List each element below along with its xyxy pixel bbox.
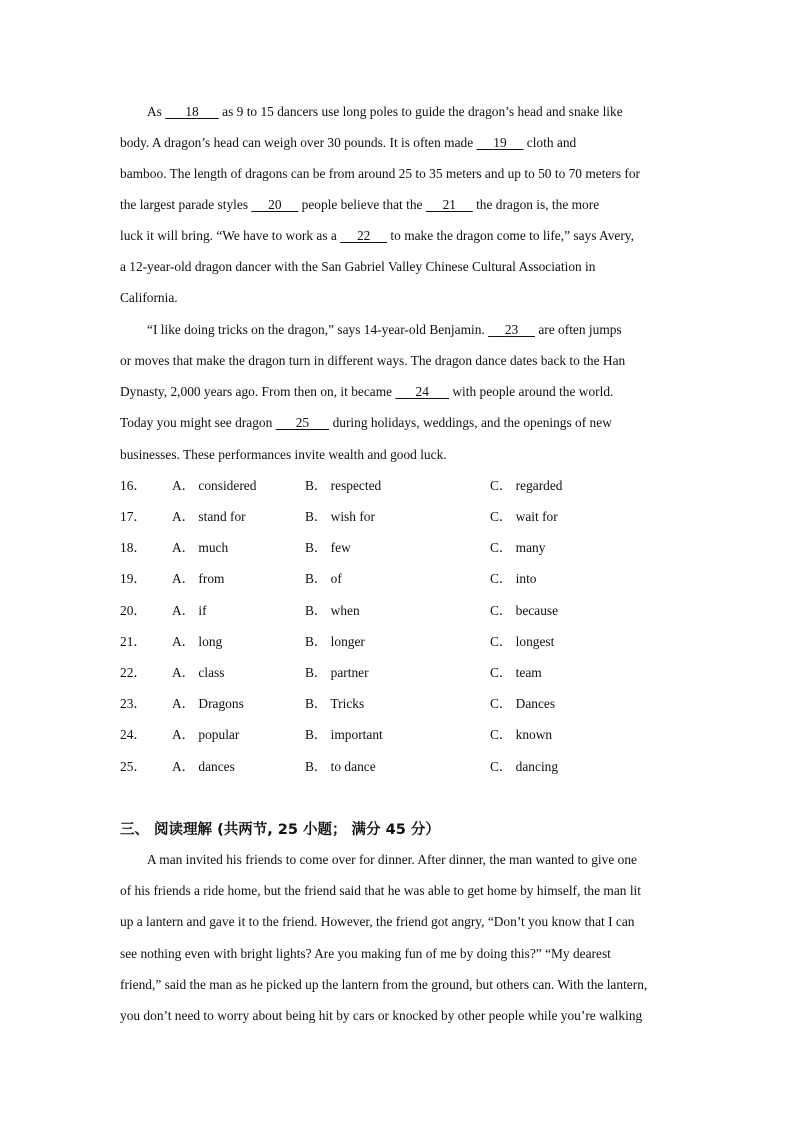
section-heading: 三、 阅读理解 (共两节, 25 小题； 满分 45 分） bbox=[120, 822, 440, 838]
passage-line: A man invited his friends to come over for dinner. After dinner, the man wanted to give one bbox=[147, 852, 637, 867]
passage-line bbox=[147, 103, 707, 121]
question-number: 17． bbox=[120, 509, 147, 524]
option-a: A． stand for bbox=[172, 509, 246, 524]
answer-blank: 22 bbox=[356, 228, 371, 243]
answer-blank: 18 bbox=[185, 104, 199, 119]
option-a: A． Dragons bbox=[172, 696, 244, 711]
answer-blank: 25 bbox=[295, 415, 310, 430]
option-c: C． many bbox=[490, 540, 546, 555]
option-c: C． dancing bbox=[490, 759, 559, 774]
text: people believe that the bbox=[298, 197, 426, 212]
answer-blank: 19 bbox=[493, 135, 507, 150]
option-a: A． long bbox=[172, 634, 223, 649]
text: to make the dragon come to life,” says Avery, bbox=[387, 228, 634, 243]
option-b: B． respected bbox=[305, 478, 382, 493]
text: as 9 to 15 dancers use long poles to guide the dragon’s head and snake like bbox=[218, 104, 623, 119]
option-c: C． because bbox=[490, 603, 559, 618]
text: or moves that make the dragon turn in different ways. The dragon dance dates back to the Han bbox=[120, 353, 626, 368]
option-c: C． longest bbox=[490, 634, 555, 649]
option-b: B． of bbox=[305, 571, 342, 586]
text: luck it will bring. “We have to work as a bbox=[120, 228, 341, 243]
option-a: A． popular bbox=[172, 727, 240, 742]
question-number: 25． bbox=[120, 759, 147, 774]
passage-line bbox=[120, 352, 680, 370]
option-a: A． from bbox=[172, 571, 225, 586]
option-b: B． wish for bbox=[305, 509, 375, 524]
passage-line bbox=[120, 258, 680, 276]
question-number: 21． bbox=[120, 634, 147, 649]
passage-line: of his friends a ride home, but the friend said that he was able to get home by himself, the man lit bbox=[120, 883, 641, 898]
passage-line: up a lantern and gave it to the friend. However, the friend got angry, “Don’t you know that I can bbox=[120, 914, 635, 929]
passage-line bbox=[120, 383, 680, 401]
option-a: A． considered bbox=[172, 478, 257, 493]
option-b: B． to dance bbox=[305, 759, 376, 774]
passage-line bbox=[120, 289, 680, 307]
text: California. bbox=[120, 290, 178, 305]
passage-line: you don’t need to worry about being hit by cars or knocked by other people while you’re walking bbox=[120, 1008, 643, 1023]
option-c: C． wait for bbox=[490, 509, 558, 524]
text: during holidays, weddings, and the openings of new bbox=[329, 415, 612, 430]
answer-blank: 21 bbox=[442, 197, 456, 212]
question-number: 16． bbox=[120, 478, 147, 493]
question-number: 18． bbox=[120, 540, 147, 555]
option-b: B． important bbox=[305, 727, 383, 742]
option-b: B． partner bbox=[305, 665, 369, 680]
question-number: 20． bbox=[120, 603, 147, 618]
passage-line bbox=[120, 196, 680, 214]
question-number: 23． bbox=[120, 696, 147, 711]
option-b: B． Tricks bbox=[305, 696, 365, 711]
answer-blank: 23 bbox=[504, 322, 519, 337]
question-number: 22． bbox=[120, 665, 147, 680]
answer-blank: 24 bbox=[415, 384, 429, 399]
text: a 12-year-old dragon dancer with the San Gabriel Valley Chinese Cultural Association in bbox=[120, 259, 596, 274]
text: “I like doing tricks on the dragon,” says 14-year-old Benjamin. bbox=[147, 322, 489, 337]
option-c: C． team bbox=[490, 665, 542, 680]
option-a: A． if bbox=[172, 603, 207, 618]
passage-line bbox=[120, 134, 680, 152]
text: businesses. These performances invite wealth and good luck. bbox=[120, 447, 447, 462]
text: the dragon is, the more bbox=[472, 197, 600, 212]
answer-blank: 20 bbox=[268, 197, 282, 212]
text: bamboo. The length of dragons can be from around 25 to 35 meters and up to 50 to 70 meters for bbox=[120, 166, 641, 181]
option-c: C． Dances bbox=[490, 696, 556, 711]
text: are often jumps bbox=[535, 322, 622, 337]
passage-line bbox=[120, 446, 680, 464]
option-b: B． when bbox=[305, 603, 360, 618]
text: cloth and bbox=[523, 135, 577, 150]
option-b: B． few bbox=[305, 540, 351, 555]
option-b: B． longer bbox=[305, 634, 365, 649]
text: body. A dragon’s head can weigh over 30 pounds. It is often made bbox=[120, 135, 477, 150]
text: Today you might see dragon bbox=[120, 415, 276, 430]
question-number: 19． bbox=[120, 571, 147, 586]
passage-line bbox=[120, 165, 680, 183]
passage-line bbox=[120, 414, 680, 432]
passage-line bbox=[147, 321, 707, 339]
passage-line: friend,” said the man as he picked up the lantern from the ground, but others can. With the lantern, bbox=[120, 977, 648, 992]
option-a: A． class bbox=[172, 665, 225, 680]
question-number: 24． bbox=[120, 727, 147, 742]
option-a: A． much bbox=[172, 540, 229, 555]
passage-line bbox=[120, 227, 680, 245]
text: with people around the world. bbox=[449, 384, 614, 399]
option-c: C． into bbox=[490, 571, 537, 586]
option-a: A． dances bbox=[172, 759, 235, 774]
text: As bbox=[147, 104, 166, 119]
text: Dynasty, 2,000 years ago. From then on, it became bbox=[120, 384, 396, 399]
text: the largest parade styles bbox=[120, 197, 252, 212]
passage-line: see nothing even with bright lights? Are you making fun of me by doing this?” “My dearest bbox=[120, 946, 611, 961]
option-c: C． known bbox=[490, 727, 553, 742]
option-c: C． regarded bbox=[490, 478, 563, 493]
